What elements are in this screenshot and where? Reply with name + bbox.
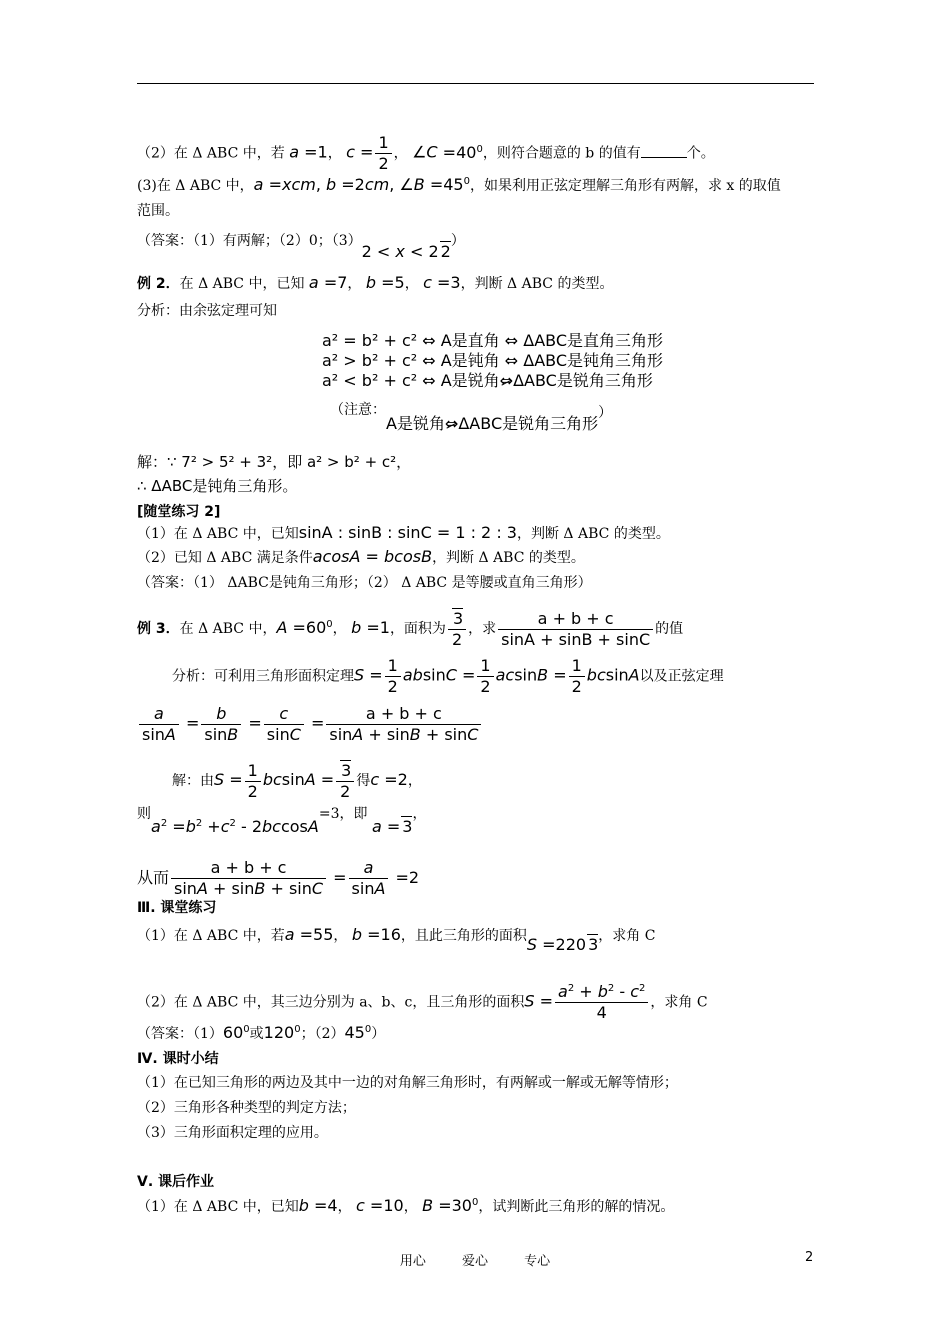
exercise-1-2: （2）在 Δ ABC 中，若 a =1， c = $\frac{1}{2}$ ， ∠C $=40^0$，则符合题意的 b 的值有 个。 [137,133,715,173]
analysis-2: 分析：由余弦定理可知 [137,303,277,319]
footer-text-1: 用心 [399,1254,426,1269]
example-3: 例 3．在 Δ ABC 中，$A =60^0$， b =1，面积为 $\frac{3}{2}$ ，求 $\frac{a + b + c}{\sin A + \sin B + \sin C}$ 的值 [137,608,684,649]
classwork-answer: （答案：$(1)60^0$或$120^0$；$(2)45^0$） [137,1023,386,1042]
solution-3-then: 则$a^2 =b^2 +c^2 - 2bccosA=3$，即 a = 3， [137,806,427,836]
equation-right: a² = b² + c² ⇔ A是直角 ⇔ ΔABC是直角三角形 [322,331,664,350]
note: （注意： [330,402,386,418]
solution-3-result: 从而 $\frac{a + b + c}{\sin A + \sin B + \sin C}$ = $\frac{a}{\sin A}$ =2 [137,858,420,898]
answer-blank [641,145,687,158]
homework-1: （1）在 Δ ABC 中，已知b =4， c =10， $B =30^0$，试判断此三角形的解的情况。 [137,1196,675,1215]
header-rule [137,83,814,84]
page-number: 2 [805,1250,814,1265]
classwork-1: （1）在 Δ ABC 中，若a =55， b =16，且此三角形的面积S =220 3，求角 C [137,925,656,954]
exercise-1-3: (3)在 Δ ABC 中，a =xcm, b =2cm, ∠B $=45^0$，如果利用正弦定理解三角形有两解，求 x 的取值 [137,175,781,194]
practice-2-2: （2）已知 Δ ABC 满足条件acosA = bcosB，判断 Δ ABC 的类型。 [137,547,585,566]
section-5-title: Ⅴ. 课后作业 [137,1174,215,1190]
practice-2-title: [随堂练习 2] [137,504,221,520]
practice-2-answer: （答案：（1） ΔABC是钝角三角形；（2） Δ ABC 是等腰或直角三角形） [137,575,592,591]
sine-law: $\frac{a}{\sin A}$ = $\frac{b}{\sin B}$ = $\frac{c}{\sin C}$ = $\frac{a + b + c}{\sin A + \sin B + \sin C}$ [137,704,483,745]
section-4-title: Ⅳ. 课时小结 [137,1051,219,1067]
note-formula: A是锐角⇔ΔABC是锐角三角形） [386,405,613,433]
example-2: 例 2．在 Δ ABC 中，已知 a =7， b =5， c =3，判断 Δ ABC 的类型。 [137,273,614,292]
solution-2: 解：∵ 7² > 5² + 3²，即 a² > b² + c²， [137,453,412,471]
equation-obtuse: a² > b² + c² ⇔ A是钝角 ⇔ ΔABC是钝角三角形 [322,351,664,370]
analysis-3: 分析：可利用三角形面积定理S = $\frac{1}{2}$ absinC = $\frac{1}{2}$ acsinB = $\frac{1}{2}$ bcsinA以及正弦定理 [172,656,724,696]
answer-1: （答案：（1）有两解；（2）0；（3）2 < x < 2 2） [137,233,465,261]
classwork-2: （2）在 Δ ABC 中，其三边分别为 a、b、c，且三角形的面积S = $\frac{a^2 + b^2 - c^2}{4}$ ，求角 C [137,982,708,1022]
section-3-title: Ⅲ. 课堂练习 [137,900,217,916]
summary-1: （1）在已知三角形的两边及其中一边的对角解三角形时，有两解或一解或无解等情形； [137,1075,678,1091]
solution-2-conclusion: ∴ ΔABC是钝角三角形。 [137,477,298,495]
summary-2: （2）三角形各种类型的判定方法； [137,1100,356,1116]
practice-2-1: （1）在 Δ ABC 中，已知sinA : sinB : sinC = 1 : 2 : 3，判断 Δ ABC 的类型。 [137,523,670,542]
exercise-1-3-cont: 范围。 [137,203,179,219]
footer-text-2: 爱心 [461,1254,488,1269]
equation-acute: a² < b² + c² ⇔ A是锐角⇔ΔABC是锐角三角形 [322,371,653,390]
summary-3: （3）三角形面积定理的应用。 [137,1125,328,1141]
footer-text-3: 专心 [524,1254,551,1269]
solution-3: 解：由S = $\frac{1}{2}$ bcsinA = $\frac{3}{2}$ 得c =2， [172,760,422,801]
